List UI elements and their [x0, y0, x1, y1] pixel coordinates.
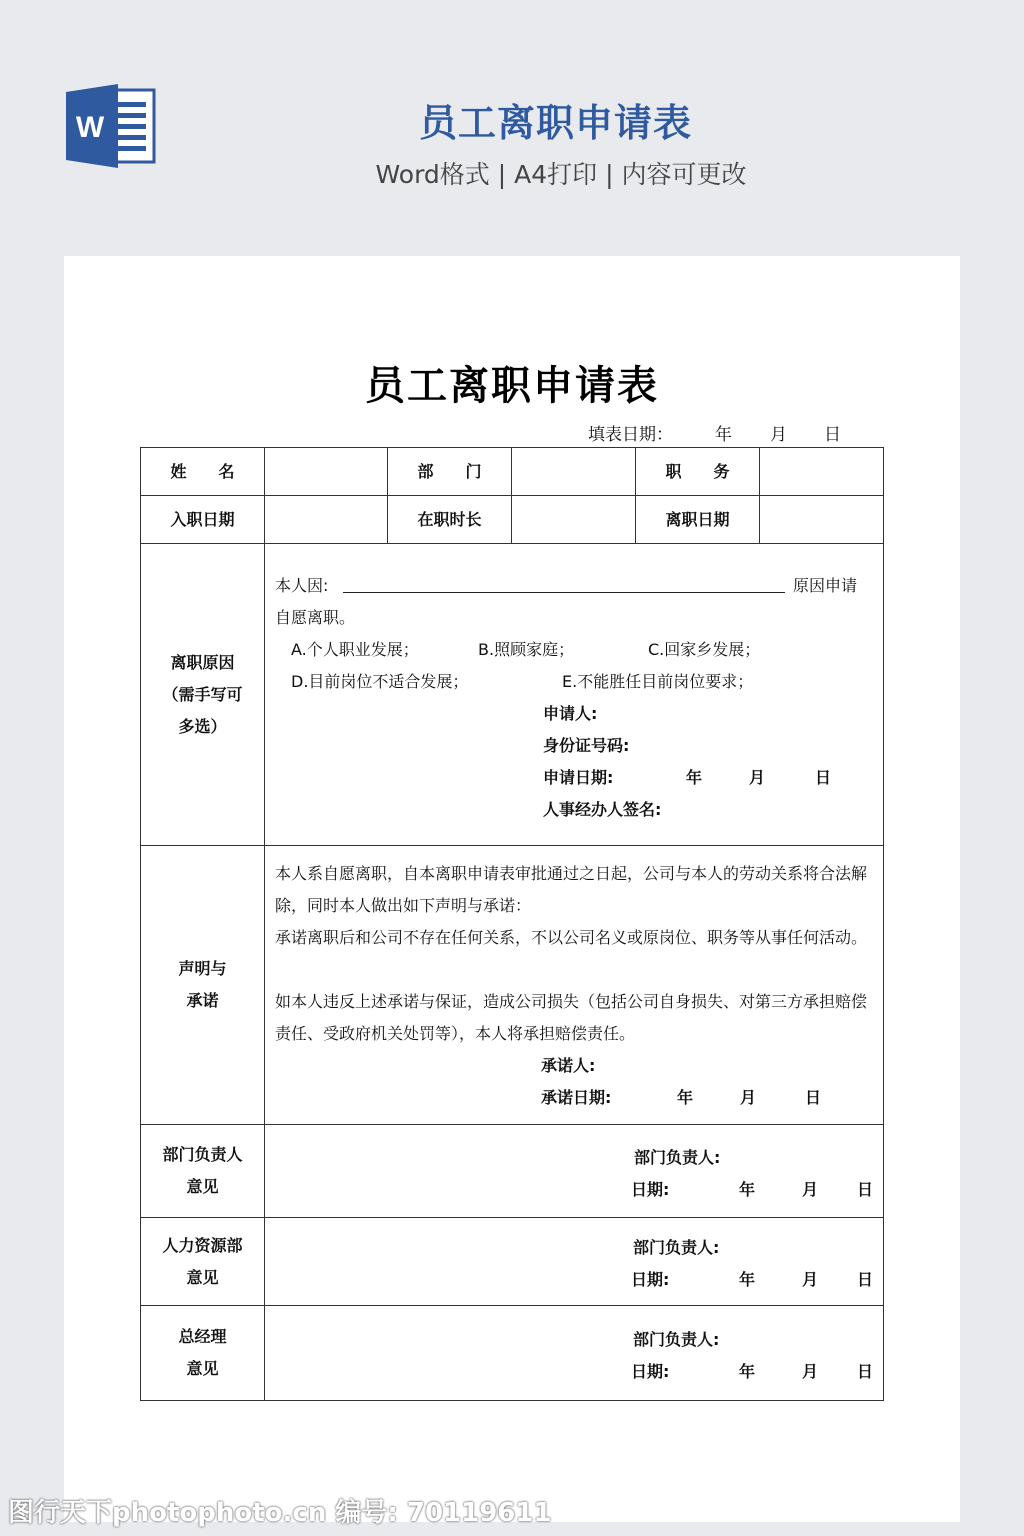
reason-line2: 自愿离职。 — [275, 608, 356, 627]
document-title: 员工离职申请表 — [365, 363, 659, 409]
approval-date-day: 日 — [857, 1180, 874, 1199]
apply-date-label: 申请日期: — [543, 768, 614, 787]
approval-signer-label: 部门负责人: — [633, 1330, 720, 1349]
approval-date-day: 日 — [857, 1270, 874, 1289]
name-field[interactable] — [265, 448, 388, 496]
table-row — [141, 1218, 884, 1306]
tenure-label: 在职时长 — [388, 496, 512, 544]
watermark: 图行天下photophoto.cn 编号: 70119611 — [8, 1498, 552, 1528]
option-a: A.个人职业发展； — [291, 640, 419, 659]
hr-signature-label: 人事经办人签名: — [543, 800, 662, 819]
department-field[interactable] — [512, 448, 636, 496]
position-field[interactable] — [760, 448, 884, 496]
hire-date-field[interactable] — [265, 496, 388, 544]
statement-cell — [265, 846, 884, 1125]
gm-opinion-label — [141, 1306, 265, 1401]
position-label: 职 务 — [636, 448, 760, 496]
approval-signer-label: 部门负责人: — [633, 1238, 720, 1257]
gm-opinion-cell[interactable] — [265, 1306, 884, 1401]
hr-opinion-cell[interactable] — [265, 1218, 884, 1306]
approval-date-year: 年 — [739, 1270, 756, 1289]
fill-date-year: 年 — [715, 425, 732, 445]
approval-label-line1: 总经理 — [178, 1327, 227, 1346]
approval-date-month: 月 — [802, 1180, 819, 1199]
resignation-form-table — [140, 447, 884, 1401]
statement-label-line2: 承诺 — [186, 991, 219, 1010]
table-row — [141, 1125, 884, 1218]
statement-label — [141, 846, 265, 1125]
promise-date-month: 月 — [740, 1088, 757, 1107]
approval-date-month: 月 — [802, 1362, 819, 1381]
table-row — [141, 1306, 884, 1401]
approval-date-label: 日期: — [631, 1180, 670, 1199]
promise-date-year: 年 — [677, 1088, 694, 1107]
approval-signer-label: 部门负责人: — [634, 1148, 721, 1167]
approval-label-line1: 人力资源部 — [162, 1235, 243, 1255]
apply-date-month: 月 — [749, 768, 766, 787]
approval-date-label: 日期: — [631, 1270, 670, 1289]
header-title: 员工离职申请表 — [418, 101, 692, 145]
dept-head-opinion-label — [141, 1125, 265, 1218]
promise-date-label: 承诺日期: — [541, 1088, 612, 1107]
reason-blank-line[interactable] — [343, 592, 785, 593]
fill-date-label: 填表日期： — [588, 425, 673, 445]
table-row — [141, 448, 884, 496]
name-label: 姓 名 — [141, 448, 265, 496]
approval-label-line2: 意见 — [186, 1359, 219, 1378]
table-row — [141, 846, 884, 1125]
reason-cell[interactable] — [265, 544, 884, 846]
option-b: B.照顾家庭； — [478, 640, 575, 659]
reason-prefix: 本人因: — [275, 576, 329, 595]
approval-date-year: 年 — [739, 1180, 756, 1199]
statement-label-line1: 声明与 — [178, 959, 227, 978]
applicant-label: 申请人: — [543, 704, 598, 723]
header-subtitle: Word格式 | A4打印 | 内容可更改 — [375, 160, 747, 189]
reason-label-line2: （需手写可 — [162, 684, 243, 704]
fill-date-month: 月 — [770, 425, 787, 445]
hr-opinion-label — [141, 1218, 265, 1306]
approval-label-line1: 部门负责人 — [162, 1145, 243, 1164]
promise-date-day: 日 — [805, 1088, 822, 1107]
reason-label-line1: 离职原因 — [170, 652, 235, 672]
reason-suffix: 原因申请 — [793, 576, 858, 595]
hire-date-label: 入职日期 — [141, 496, 265, 544]
department-label: 部 门 — [388, 448, 512, 496]
option-c: C.回家乡发展； — [648, 640, 761, 659]
table-row — [141, 496, 884, 544]
approval-label-line2: 意见 — [186, 1177, 219, 1196]
approval-date-year: 年 — [739, 1362, 756, 1381]
apply-date-day: 日 — [815, 768, 832, 787]
word-logo-letter: W — [75, 111, 105, 144]
leave-date-label: 离职日期 — [636, 496, 760, 544]
approval-label-line2: 意见 — [186, 1267, 219, 1287]
table-row — [141, 544, 884, 846]
id-number-label: 身份证号码: — [543, 736, 630, 755]
option-d: D.目前岗位不适合发展； — [291, 672, 469, 691]
leave-date-field[interactable] — [760, 496, 884, 544]
tenure-field[interactable] — [512, 496, 636, 544]
approval-date-label: 日期: — [631, 1362, 670, 1381]
apply-date-year: 年 — [686, 768, 703, 787]
reason-label-line3: 多选） — [178, 716, 227, 736]
approval-date-month: 月 — [802, 1270, 819, 1289]
promisor-label: 承诺人: — [541, 1056, 596, 1075]
statement-paragraph-2: 承诺离职后和公司不存在任何关系，不以公司名义或原岗位、职务等从事任何活动。 — [275, 928, 868, 947]
approval-date-day: 日 — [857, 1362, 874, 1381]
statement-paragraph-1: 本人系自愿离职，自本离职申请表审批通过之日起，公司与本人的劳动关系将合法解除，同时本人做出如下声明与承诺： — [275, 864, 868, 915]
option-e: E.不能胜任目前岗位要求； — [562, 672, 754, 691]
fill-date-day: 日 — [824, 425, 841, 445]
dept-head-opinion-cell[interactable] — [265, 1125, 884, 1218]
statement-paragraph-3: 如本人违反上述承诺与保证，造成公司损失（包括公司自身损失、对第三方承担赔偿责任、受政府机关处罚等），本人将承担赔偿责任。 — [275, 992, 868, 1043]
reason-label — [141, 544, 265, 846]
